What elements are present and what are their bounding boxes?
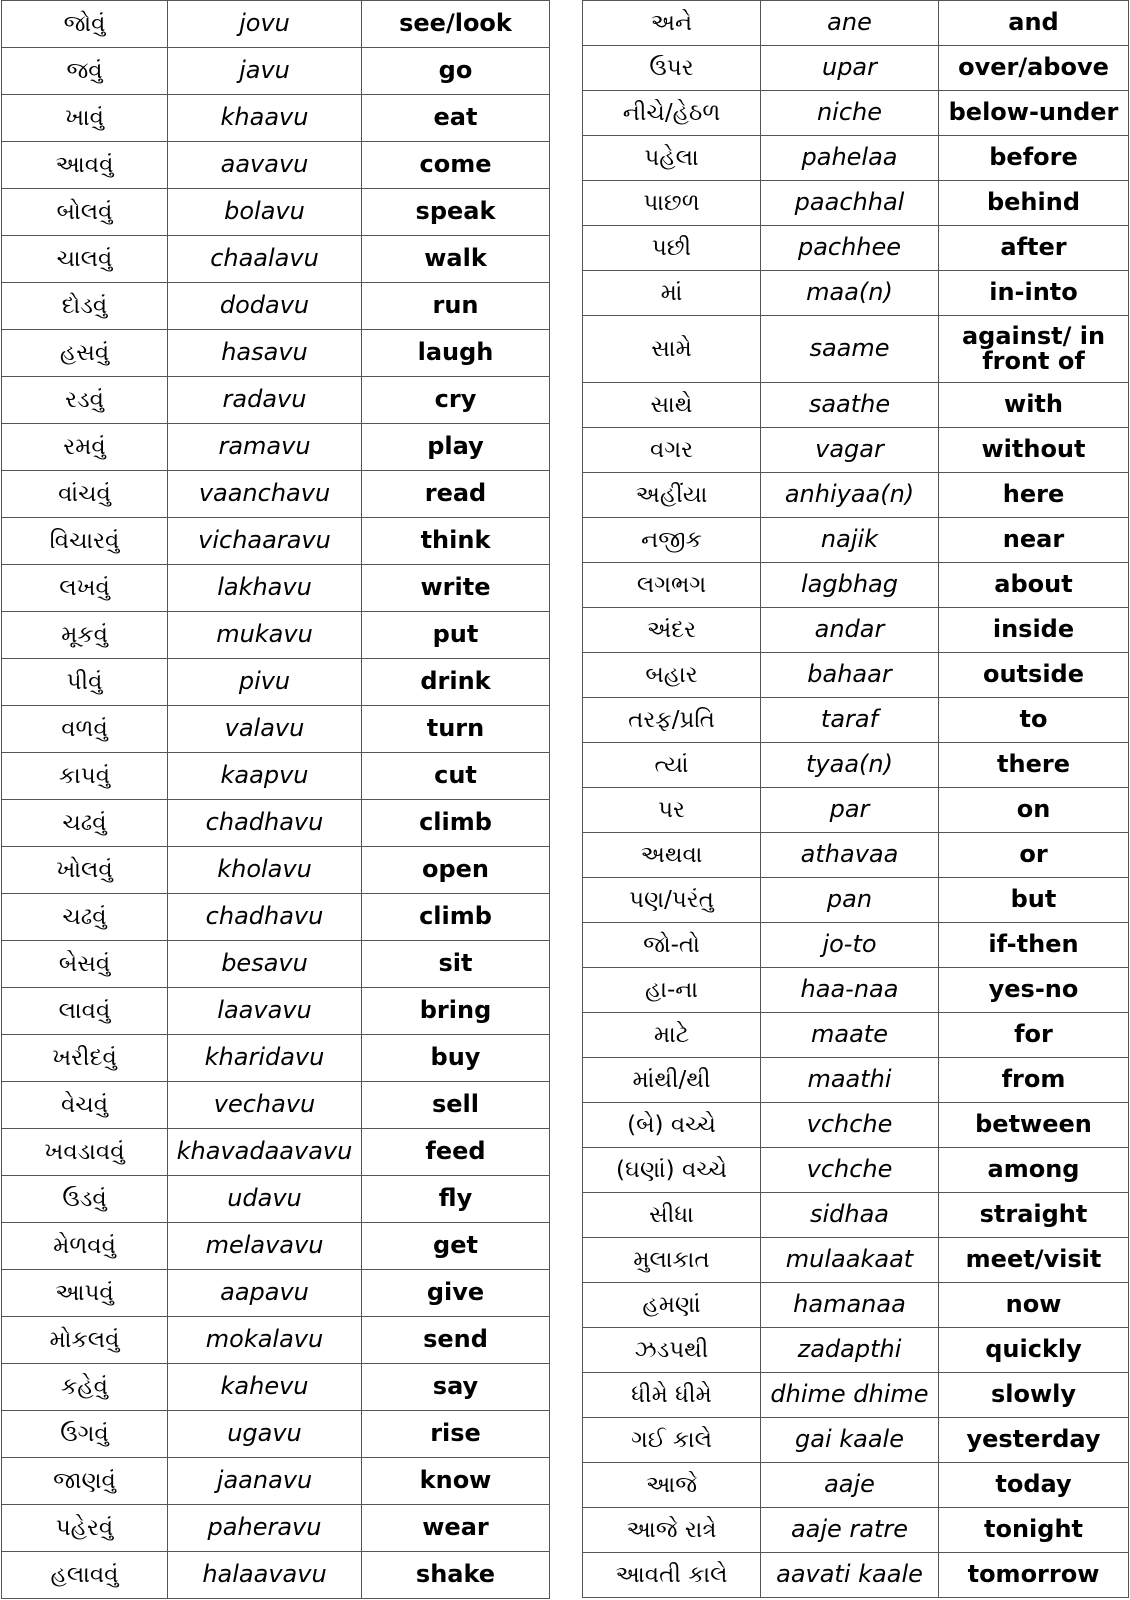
english-meaning: yesterday <box>939 1418 1129 1463</box>
table-row <box>583 1463 1129 1508</box>
english-meaning: sell <box>362 1082 550 1129</box>
english-meaning: inside <box>939 608 1129 653</box>
gujarati-word: હલાવવું <box>2 1552 168 1599</box>
english-meaning: if-then <box>939 923 1129 968</box>
gujarati-word: વિચારવું <box>2 518 168 565</box>
transliteration: laavavu <box>168 988 362 1035</box>
english-meaning: think <box>362 518 550 565</box>
english-meaning: today <box>939 1463 1129 1508</box>
english-meaning: with <box>939 383 1129 428</box>
table-row <box>583 968 1129 1013</box>
gujarati-word: લગભગ <box>583 563 761 608</box>
english-meaning: read <box>362 471 550 518</box>
table-row <box>583 563 1129 608</box>
gujarati-word: અને <box>583 1 761 46</box>
english-meaning: quickly <box>939 1328 1129 1373</box>
english-meaning: know <box>362 1458 550 1505</box>
gujarati-word: ચઢવું <box>2 800 168 847</box>
gujarati-word: હમણાં <box>583 1283 761 1328</box>
table-row <box>583 1283 1129 1328</box>
transliteration: vichaaravu <box>168 518 362 565</box>
transliteration: saathe <box>761 383 939 428</box>
english-meaning: rise <box>362 1411 550 1458</box>
table-row <box>2 142 550 189</box>
english-meaning: but <box>939 878 1129 923</box>
transliteration: maa(n) <box>761 271 939 316</box>
gujarati-word: પહેલા <box>583 136 761 181</box>
gujarati-word: વેચવું <box>2 1082 168 1129</box>
table-row <box>583 653 1129 698</box>
gujarati-word: અથવા <box>583 833 761 878</box>
table-row <box>2 1082 550 1129</box>
english-meaning: in-into <box>939 271 1129 316</box>
transliteration: chadhavu <box>168 894 362 941</box>
english-meaning: straight <box>939 1193 1129 1238</box>
transliteration: mulaakaat <box>761 1238 939 1283</box>
gujarati-word: પાછળ <box>583 181 761 226</box>
english-meaning: outside <box>939 653 1129 698</box>
gujarati-word: મૂકવું <box>2 612 168 659</box>
transliteration: chaalavu <box>168 236 362 283</box>
english-meaning: for <box>939 1013 1129 1058</box>
english-meaning: near <box>939 518 1129 563</box>
gujarati-word: પર <box>583 788 761 833</box>
gujarati-word: રડવું <box>2 377 168 424</box>
english-meaning: put <box>362 612 550 659</box>
transliteration: jo-to <box>761 923 939 968</box>
table-row <box>2 95 550 142</box>
gujarati-word: પહેરવું <box>2 1505 168 1552</box>
transliteration: lagbhag <box>761 563 939 608</box>
table-row <box>583 1508 1129 1553</box>
table-row <box>2 1458 550 1505</box>
table-row <box>2 847 550 894</box>
table-row <box>583 698 1129 743</box>
table-row <box>583 833 1129 878</box>
transliteration: aavavu <box>168 142 362 189</box>
transliteration: ane <box>761 1 939 46</box>
gujarati-word: ત્યાં <box>583 743 761 788</box>
gujarati-word: વળવું <box>2 706 168 753</box>
transliteration: kholavu <box>168 847 362 894</box>
transliteration: kharidavu <box>168 1035 362 1082</box>
gujarati-word: (બે) વચ્ચે <box>583 1103 761 1148</box>
table-row <box>583 181 1129 226</box>
table-row <box>583 1373 1129 1418</box>
transliteration: kahevu <box>168 1364 362 1411</box>
table-row <box>2 659 550 706</box>
transliteration: aapavu <box>168 1270 362 1317</box>
verbs-table-body <box>2 1 550 1599</box>
gujarati-word: ખરીદવું <box>2 1035 168 1082</box>
gujarati-word: હા-ના <box>583 968 761 1013</box>
english-meaning: and <box>939 1 1129 46</box>
transliteration: jaanavu <box>168 1458 362 1505</box>
table-row <box>583 473 1129 518</box>
table-row <box>2 1129 550 1176</box>
table-row <box>2 1176 550 1223</box>
transliteration: ugavu <box>168 1411 362 1458</box>
english-meaning: climb <box>362 894 550 941</box>
table-row <box>2 1270 550 1317</box>
english-meaning: climb <box>362 800 550 847</box>
table-row <box>583 136 1129 181</box>
table-row <box>583 1238 1129 1283</box>
gujarati-word: રમવું <box>2 424 168 471</box>
prepositions-table <box>582 0 1129 1598</box>
table-row <box>583 383 1129 428</box>
transliteration: radavu <box>168 377 362 424</box>
english-meaning: buy <box>362 1035 550 1082</box>
table-row <box>583 428 1129 473</box>
english-meaning: open <box>362 847 550 894</box>
transliteration: vchche <box>761 1103 939 1148</box>
table-row <box>2 612 550 659</box>
english-meaning: eat <box>362 95 550 142</box>
table-row <box>2 471 550 518</box>
table-row <box>583 878 1129 923</box>
gujarati-word: ઉડવું <box>2 1176 168 1223</box>
transliteration: bolavu <box>168 189 362 236</box>
gujarati-word: જાણવું <box>2 1458 168 1505</box>
gujarati-word: લાવવું <box>2 988 168 1035</box>
english-meaning: cry <box>362 377 550 424</box>
table-row <box>2 1 550 48</box>
table-row <box>2 1035 550 1082</box>
transliteration: hamanaa <box>761 1283 939 1328</box>
english-meaning: against/ in front of <box>939 316 1129 383</box>
english-meaning: fly <box>362 1176 550 1223</box>
gujarati-word: (ઘણાં) વચ્ચે <box>583 1148 761 1193</box>
transliteration: paachhal <box>761 181 939 226</box>
english-meaning: without <box>939 428 1129 473</box>
transliteration: melavavu <box>168 1223 362 1270</box>
gujarati-word: નજીક <box>583 518 761 563</box>
gujarati-word: પછી <box>583 226 761 271</box>
transliteration: sidhaa <box>761 1193 939 1238</box>
transliteration: dhime dhime <box>761 1373 939 1418</box>
table-row <box>2 377 550 424</box>
english-meaning: slowly <box>939 1373 1129 1418</box>
english-meaning: sit <box>362 941 550 988</box>
gujarati-word: ચાલવું <box>2 236 168 283</box>
english-meaning: get <box>362 1223 550 1270</box>
table-row <box>583 1013 1129 1058</box>
gujarati-word: જવું <box>2 48 168 95</box>
table-row <box>2 236 550 283</box>
english-meaning: drink <box>362 659 550 706</box>
gujarati-word: સામે <box>583 316 761 383</box>
table-row <box>583 1103 1129 1148</box>
table-row <box>2 1411 550 1458</box>
transliteration: par <box>761 788 939 833</box>
english-meaning: to <box>939 698 1129 743</box>
table-row <box>583 1148 1129 1193</box>
gujarati-word: ધીમે ધીમે <box>583 1373 761 1418</box>
gujarati-word: નીચે/હેઠળ <box>583 91 761 136</box>
table-row <box>583 1 1129 46</box>
transliteration: hasavu <box>168 330 362 377</box>
transliteration: valavu <box>168 706 362 753</box>
transliteration: athavaa <box>761 833 939 878</box>
gujarati-word: આપવું <box>2 1270 168 1317</box>
table-row <box>2 189 550 236</box>
gujarati-word: આવતી કાલે <box>583 1553 761 1598</box>
table-row <box>583 271 1129 316</box>
table-row <box>583 1058 1129 1103</box>
english-meaning: bring <box>362 988 550 1035</box>
english-meaning: shake <box>362 1552 550 1599</box>
english-meaning: there <box>939 743 1129 788</box>
transliteration: zadapthi <box>761 1328 939 1373</box>
table-row <box>2 800 550 847</box>
transliteration: mukavu <box>168 612 362 659</box>
english-meaning: laugh <box>362 330 550 377</box>
transliteration: maathi <box>761 1058 939 1103</box>
gujarati-word: દોડવું <box>2 283 168 330</box>
gujarati-word: જોવું <box>2 1 168 48</box>
gujarati-word: માંથી/થી <box>583 1058 761 1103</box>
transliteration: halaavavu <box>168 1552 362 1599</box>
transliteration: niche <box>761 91 939 136</box>
gujarati-word: સીધા <box>583 1193 761 1238</box>
english-meaning: now <box>939 1283 1129 1328</box>
gujarati-word: લખવું <box>2 565 168 612</box>
gujarati-word: સાથે <box>583 383 761 428</box>
gujarati-word: આવવું <box>2 142 168 189</box>
gujarati-word: મોકલવું <box>2 1317 168 1364</box>
english-meaning: give <box>362 1270 550 1317</box>
transliteration: pahelaa <box>761 136 939 181</box>
gujarati-word: અહીંયા <box>583 473 761 518</box>
transliteration: chadhavu <box>168 800 362 847</box>
english-meaning: after <box>939 226 1129 271</box>
english-meaning: turn <box>362 706 550 753</box>
table-row <box>583 923 1129 968</box>
transliteration: vechavu <box>168 1082 362 1129</box>
gujarati-word: ઉપર <box>583 46 761 91</box>
gujarati-word: ઝડપથી <box>583 1328 761 1373</box>
table-row <box>2 1364 550 1411</box>
english-meaning: meet/visit <box>939 1238 1129 1283</box>
gujarati-word: હસવું <box>2 330 168 377</box>
transliteration: lakhavu <box>168 565 362 612</box>
table-row <box>2 988 550 1035</box>
gujarati-word: ચઢવું <box>2 894 168 941</box>
english-meaning: write <box>362 565 550 612</box>
gujarati-word: ઉગવું <box>2 1411 168 1458</box>
english-meaning: tomorrow <box>939 1553 1129 1598</box>
transliteration: kaapvu <box>168 753 362 800</box>
table-row <box>2 1552 550 1599</box>
transliteration: pan <box>761 878 939 923</box>
transliteration: besavu <box>168 941 362 988</box>
english-meaning: play <box>362 424 550 471</box>
table-row <box>2 753 550 800</box>
transliteration: gai kaale <box>761 1418 939 1463</box>
english-meaning: walk <box>362 236 550 283</box>
transliteration: najik <box>761 518 939 563</box>
gujarati-word: ખાવું <box>2 95 168 142</box>
transliteration: taraf <box>761 698 939 743</box>
transliteration: bahaar <box>761 653 939 698</box>
gujarati-word: વગર <box>583 428 761 473</box>
table-row <box>583 743 1129 788</box>
table-row <box>2 283 550 330</box>
english-meaning: here <box>939 473 1129 518</box>
gujarati-word: વાંચવું <box>2 471 168 518</box>
english-meaning: cut <box>362 753 550 800</box>
gujarati-word: મુલાકાત <box>583 1238 761 1283</box>
table-row <box>2 1505 550 1552</box>
table-row <box>2 565 550 612</box>
transliteration: udavu <box>168 1176 362 1223</box>
gujarati-word: માં <box>583 271 761 316</box>
transliteration: dodavu <box>168 283 362 330</box>
english-meaning: before <box>939 136 1129 181</box>
english-meaning: on <box>939 788 1129 833</box>
transliteration: jovu <box>168 1 362 48</box>
transliteration: aaje <box>761 1463 939 1508</box>
gujarati-word: કહેવું <box>2 1364 168 1411</box>
gujarati-word: મેળવવું <box>2 1223 168 1270</box>
english-meaning: yes-no <box>939 968 1129 1013</box>
english-meaning: go <box>362 48 550 95</box>
transliteration: haa-naa <box>761 968 939 1013</box>
table-row <box>2 424 550 471</box>
english-meaning: send <box>362 1317 550 1364</box>
transliteration: upar <box>761 46 939 91</box>
gujarati-word: કાપવું <box>2 753 168 800</box>
table-row <box>583 608 1129 653</box>
english-meaning: wear <box>362 1505 550 1552</box>
table-row <box>583 1553 1129 1598</box>
transliteration: vchche <box>761 1148 939 1193</box>
transliteration: khaavu <box>168 95 362 142</box>
verbs-table <box>1 0 550 1599</box>
transliteration: paheravu <box>168 1505 362 1552</box>
english-meaning: about <box>939 563 1129 608</box>
english-meaning: behind <box>939 181 1129 226</box>
transliteration: aaje ratre <box>761 1508 939 1553</box>
table-row <box>583 91 1129 136</box>
table-row <box>583 316 1129 383</box>
gujarati-word: આજે <box>583 1463 761 1508</box>
english-meaning: speak <box>362 189 550 236</box>
english-meaning: run <box>362 283 550 330</box>
transliteration: maate <box>761 1013 939 1058</box>
gujarati-word: આજે રાત્રે <box>583 1508 761 1553</box>
english-meaning: between <box>939 1103 1129 1148</box>
transliteration: ramavu <box>168 424 362 471</box>
english-meaning: over/above <box>939 46 1129 91</box>
gujarati-word: ખવડાવવું <box>2 1129 168 1176</box>
table-row <box>2 48 550 95</box>
transliteration: saame <box>761 316 939 383</box>
table-row <box>2 894 550 941</box>
table-row <box>2 706 550 753</box>
gujarati-word: બોલવું <box>2 189 168 236</box>
english-meaning: among <box>939 1148 1129 1193</box>
gujarati-word: ગઈ કાલે <box>583 1418 761 1463</box>
gujarati-word: પીવું <box>2 659 168 706</box>
gujarati-word: બેસવું <box>2 941 168 988</box>
transliteration: andar <box>761 608 939 653</box>
transliteration: vagar <box>761 428 939 473</box>
table-row <box>2 330 550 377</box>
english-meaning: or <box>939 833 1129 878</box>
english-meaning: see/look <box>362 1 550 48</box>
transliteration: pivu <box>168 659 362 706</box>
table-row <box>583 46 1129 91</box>
transliteration: aavati kaale <box>761 1553 939 1598</box>
english-meaning: from <box>939 1058 1129 1103</box>
table-row <box>583 518 1129 563</box>
english-meaning: tonight <box>939 1508 1129 1553</box>
english-meaning: come <box>362 142 550 189</box>
english-meaning: say <box>362 1364 550 1411</box>
gujarati-word: માટે <box>583 1013 761 1058</box>
gujarati-word: ખોલવું <box>2 847 168 894</box>
transliteration: khavadaavavu <box>168 1129 362 1176</box>
table-row <box>583 788 1129 833</box>
table-row <box>2 941 550 988</box>
table-row <box>2 1317 550 1364</box>
transliteration: tyaa(n) <box>761 743 939 788</box>
english-meaning: below-under <box>939 91 1129 136</box>
table-row <box>2 1223 550 1270</box>
table-row <box>583 1193 1129 1238</box>
transliteration: mokalavu <box>168 1317 362 1364</box>
table-row <box>583 1328 1129 1373</box>
gujarati-word: બહાર <box>583 653 761 698</box>
gujarati-word: પણ/પરંતુ <box>583 878 761 923</box>
prepositions-table-body <box>583 1 1129 1598</box>
transliteration: javu <box>168 48 362 95</box>
transliteration: anhiyaa(n) <box>761 473 939 518</box>
gujarati-word: જો-તો <box>583 923 761 968</box>
transliteration: pachhee <box>761 226 939 271</box>
table-row <box>2 518 550 565</box>
table-row <box>583 226 1129 271</box>
table-row <box>583 1418 1129 1463</box>
gujarati-word: અંદર <box>583 608 761 653</box>
gujarati-word: તરફ/પ્રતિ <box>583 698 761 743</box>
english-meaning: feed <box>362 1129 550 1176</box>
transliteration: vaanchavu <box>168 471 362 518</box>
